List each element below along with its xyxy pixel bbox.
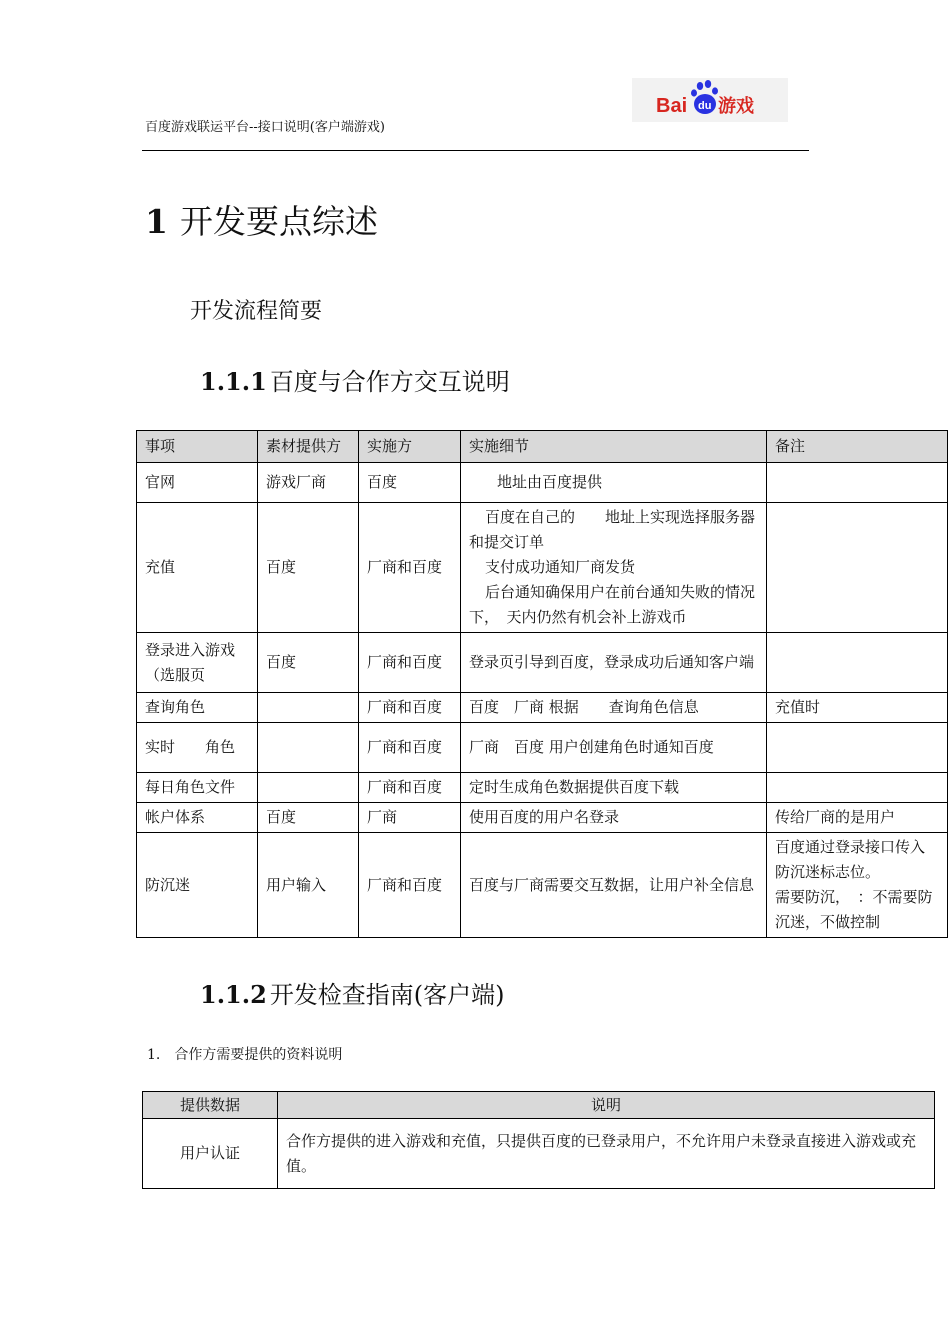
table-row [137,773,948,803]
logo-du-text: du [698,100,712,112]
cell-implementer: 厂商和百度 [359,723,461,773]
cell-item: 防沉迷 [137,833,258,938]
cell-implementer: 厂商 [359,803,461,833]
cell-details [461,773,767,803]
note-line: 传给厂商的是用户 [775,808,896,826]
table-row [137,693,948,723]
cell-implementer: 厂商和百度 [359,833,461,938]
detail-line: 登录页引导到百度，登录成功后通知客户端 [469,653,755,671]
cell-item: 实时 角色 [137,723,258,773]
cell-details [461,723,767,773]
detail-line: 后台通知确保用户在前台通知失败的情况下， 天内仍然有机会补上游戏币 [469,583,756,626]
cell-provider [258,723,359,773]
detail-line: 地址由百度提供 [497,473,603,491]
cell-implementer: 厂商和百度 [359,503,461,633]
cell-details [461,693,767,723]
cell-item: 登录进入游戏（选服页 [137,633,258,693]
heading-1 [145,196,378,243]
heading-3-number: 1.1.2 [200,980,267,1009]
cell-provider: 百度 [258,803,359,833]
detail-line: 百度与厂商需要交互数据，让用户补全信息 [469,875,755,894]
cell-note [767,773,948,803]
col-header-details: 实施细节 [461,431,767,463]
cell-item: 帐户体系 [137,803,258,833]
heading-3-text: 百度与合作方交互说明 [269,368,510,396]
col-header-item: 事项 [137,431,258,463]
materials-table [142,1091,935,1189]
cell-note [767,803,948,833]
detail-line: 百度 厂商 根据 查询角色信息 [469,698,699,716]
cell-field: 用户认证 [143,1119,278,1189]
interaction-table [136,430,948,938]
header-rule [142,150,809,151]
cell-implementer: 厂商和百度 [359,633,461,693]
detail-line: 定时生成角色数据提供百度下载 [469,778,680,796]
cell-provider: 百度 [258,633,359,693]
cell-implementer: 百度 [359,463,461,503]
cell-provider: 百度 [258,503,359,633]
detail-line: 百度在自己的 地址上实现选择服务器和提交订单 [469,508,756,551]
cell-details [461,633,767,693]
col-header-desc: 说明 [278,1092,935,1119]
cell-implementer: 厂商和百度 [359,693,461,723]
col-header-note: 备注 [767,431,948,463]
heading-3-number: 1.1.1 [200,367,267,396]
detail-line: 支付成功通知厂商发货 [485,558,636,576]
note-line: 需要防沉， ：不需要防沉迷，不做控制 [775,888,933,931]
cell-item: 充值 [137,503,258,633]
cell-details [461,503,767,633]
table-row [143,1119,935,1189]
table-header-row [143,1092,935,1119]
heading-1-number: 1 [145,202,168,241]
heading-3-interaction [200,362,510,397]
cell-details [461,833,767,938]
table-row [137,723,948,773]
heading-1-text: 开发要点综述 [179,202,378,241]
list-item: 1. 合作方需要提供的资料说明 [147,1047,343,1063]
table-row [137,833,948,938]
cell-note [767,463,948,503]
cell-details [461,803,767,833]
cell-note [767,503,948,633]
cell-item: 每日角色文件 [137,773,258,803]
logo-game-text: 游戏 [718,96,754,117]
baidu-game-logo [632,78,788,122]
cell-item: 查询角色 [137,693,258,723]
cell-provider [258,773,359,803]
cell-details [461,463,767,503]
cell-desc: 合作方提供的进入游戏和充值，只提供百度的已登录用户，不允许用户未登录直接进入游戏或充值。 [278,1119,935,1189]
cell-provider: 游戏厂商 [258,463,359,503]
logo-bai-text: Bai [656,95,688,117]
detail-line: 使用百度的用户名登录 [469,808,620,826]
table-row [137,803,948,833]
heading-2: 开发流程简要 [190,299,323,324]
cell-note [767,833,948,938]
heading-3-checklist [200,975,505,1010]
col-header-provider: 素材提供方 [258,431,359,463]
table-row [137,463,948,503]
cell-implementer: 厂商和百度 [359,773,461,803]
cell-note [767,723,948,773]
detail-line: 厂商 百度 用户创建角色时通知百度 [469,738,714,756]
cell-item: 官网 [137,463,258,503]
table-row [137,633,948,693]
cell-note [767,633,948,693]
table-header-row [137,431,948,463]
cell-provider [258,693,359,723]
note-line: 百度通过登录接口传入防沉迷标志位。 [775,838,926,881]
col-header-field: 提供数据 [143,1092,278,1119]
heading-3-text: 开发检查指南(客户端) [269,981,505,1009]
table-row [137,503,948,633]
cell-note [767,693,948,723]
cell-provider: 用户输入 [258,833,359,938]
note-line: 充值时 [775,698,821,716]
col-header-implementer: 实施方 [359,431,461,463]
running-header-title: 百度游戏联运平台--接口说明(客户端游戏) [145,120,385,135]
